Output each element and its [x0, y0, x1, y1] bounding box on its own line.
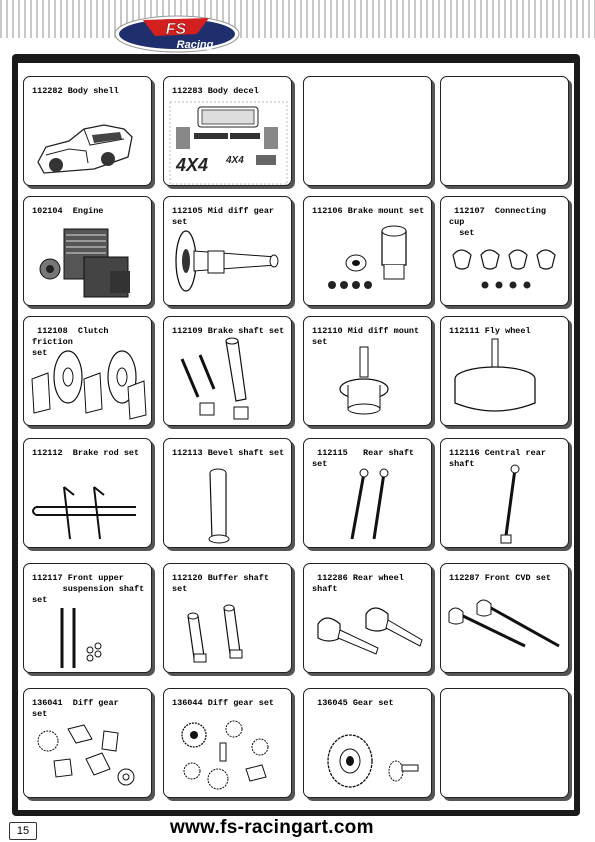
part-card [440, 438, 569, 548]
part-label: 136045 Gear set [312, 698, 394, 708]
diff-gear-illustration [24, 689, 152, 798]
part-label: 112109 Brake shaft set [172, 326, 285, 336]
mid-diff-gear-illustration [164, 197, 292, 306]
part-card [163, 688, 292, 798]
part-card [163, 438, 292, 548]
part-label: 112115 Rear shaft set [312, 448, 420, 469]
part-card [440, 316, 569, 426]
part-label: 112108 Clutch friction set [32, 326, 109, 358]
part-label: 112116 Central rear shaft [449, 448, 552, 469]
part-card-empty [440, 688, 569, 798]
mid-diff-mount-illustration [304, 317, 432, 426]
connecting-cup-illustration [441, 197, 569, 306]
diff-gear-set-illustration [164, 689, 292, 798]
brake-rod-illustration [24, 439, 152, 548]
part-label: 102104 Engine [32, 206, 104, 216]
part-label: 112113 Bevel shaft set [172, 448, 285, 458]
front-cvd-illustration [441, 564, 569, 673]
body-decal-illustration [164, 77, 292, 186]
part-label: 136041 Diff gear set [32, 698, 135, 719]
body-shell-illustration [24, 77, 152, 186]
fly-wheel-illustration [441, 317, 569, 426]
part-card [303, 563, 432, 673]
part-card-empty [303, 76, 432, 186]
brake-mount-illustration [304, 197, 432, 306]
part-card [23, 563, 152, 673]
rear-wheel-shaft-illustration [304, 564, 432, 673]
logo-mark: FS [165, 21, 187, 38]
part-card [440, 563, 569, 673]
part-label: 112286 Rear wheel shaft [312, 573, 409, 594]
clutch-friction-illustration [24, 317, 152, 426]
website-url[interactable]: www.fs-racingart.com [170, 817, 374, 838]
part-label: 112117 Front upper suspension shaft set [32, 573, 145, 605]
part-card [23, 316, 152, 426]
part-label: 112120 Buffer shaft set [172, 573, 275, 594]
page-number: 15 [9, 822, 37, 840]
part-card [440, 196, 569, 306]
part-label: 112112 Brake rod set [32, 448, 140, 458]
fs-racing-logo [113, 14, 241, 54]
part-card [303, 316, 432, 426]
brake-shaft-illustration [164, 317, 292, 426]
central-rear-shaft-illustration [441, 439, 569, 548]
part-card [23, 76, 152, 186]
part-card [163, 76, 292, 186]
part-card [163, 196, 292, 306]
part-card-empty [440, 76, 569, 186]
part-card [303, 688, 432, 798]
part-card [303, 196, 432, 306]
part-label: 112110 Mid diff mount set [312, 326, 420, 347]
decal-text-large: 4X4 [176, 155, 209, 175]
part-label: 112107 Connecting cup set [449, 206, 546, 238]
part-label: 112111 Fly wheel [449, 326, 531, 336]
decal-text-small: 4X4 [226, 155, 244, 166]
bevel-shaft-illustration [164, 439, 292, 548]
rear-shaft-illustration [304, 439, 432, 548]
part-label: 112283 Body decel [172, 86, 259, 96]
engine-illustration [24, 197, 152, 306]
logo-subtitle: Racing [176, 39, 214, 51]
front-upper-suspension-shaft-illustration [24, 564, 152, 673]
part-card [23, 438, 152, 548]
part-label: 112105 Mid diff gear set [172, 206, 280, 227]
part-card [23, 196, 152, 306]
part-card [303, 438, 432, 548]
gear-set-illustration [304, 689, 432, 798]
part-card [163, 563, 292, 673]
part-card [163, 316, 292, 426]
part-label: 112287 Front CVD set [449, 573, 552, 583]
part-label: 136044 Diff gear set [172, 698, 275, 708]
header-band [0, 38, 595, 52]
part-label: 112106 Brake mount set [312, 206, 425, 216]
part-card [23, 688, 152, 798]
part-label: 112282 Body shell [32, 86, 119, 96]
buffer-shaft-illustration [164, 564, 292, 673]
